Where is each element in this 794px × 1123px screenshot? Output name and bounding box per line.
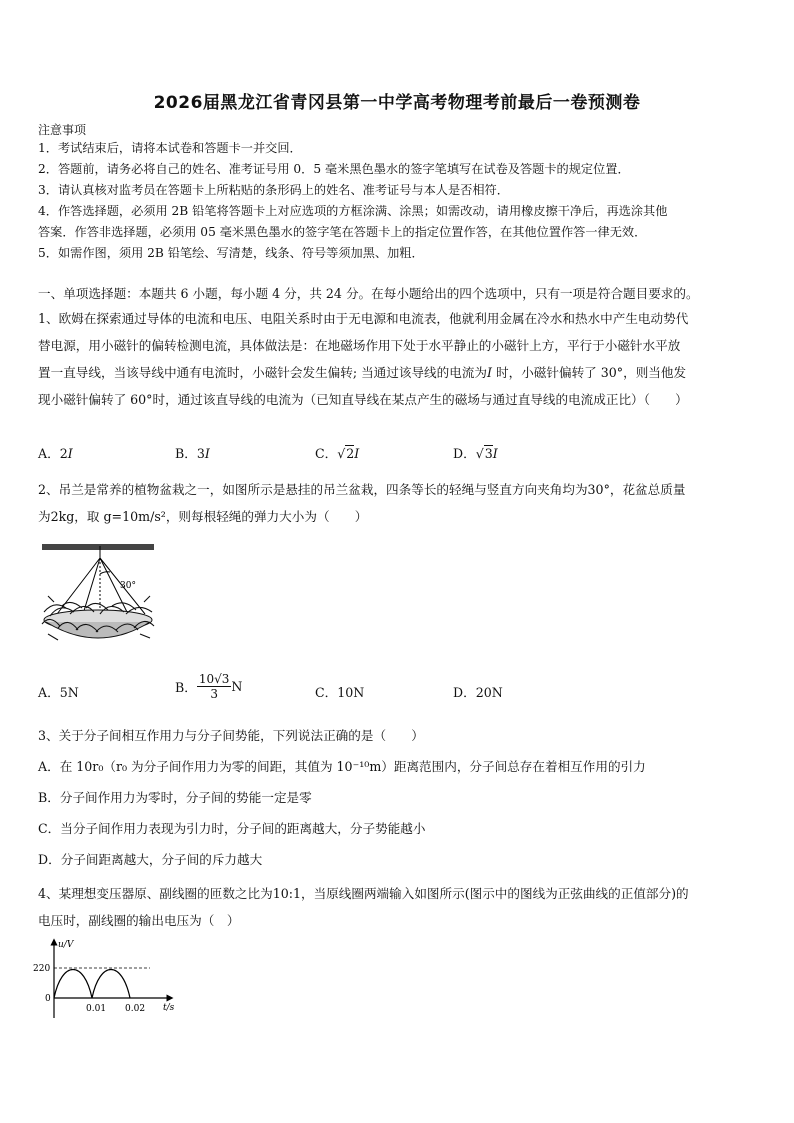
q1-option-d[interactable]: D．√3I (453, 446, 498, 461)
ceiling-bar (42, 544, 154, 550)
section-heading: 一、单项选择题：本题共 6 小题，每小题 4 分，共 24 分。在每小题给出的四个选项中，只有一项是符合题目要求的。 (38, 286, 699, 301)
sine-half-2 (92, 970, 130, 999)
notice-item-1: 1．考试结束后，请将本试卷和答题卡一并交回． (38, 141, 302, 155)
q4-line-1: 4、某理想变压器原、副线圈的匝数之比为10:1，当原线圈两端输入如图所示(图示中的图线为正弦曲线的正值部分)的 (38, 886, 689, 901)
y-axis-label: u/V (58, 940, 74, 950)
voltage-graph (30, 938, 190, 1022)
notice-label: 注意事项 (38, 123, 87, 137)
q1-option-a[interactable]: A．2I (38, 446, 73, 461)
q2-option-b[interactable]: B． $\frac{10√3}{3}$ N (175, 672, 243, 701)
q2-line-2: 为2kg，取 g=10m/s²，则每根轻绳的弹力大小为（ ） (38, 509, 368, 524)
x-tick-002: 0.02 (125, 1004, 146, 1014)
q3-option-b[interactable]: B．分子间作用力为零时，分子间的势能一定是零 (38, 790, 312, 805)
page-title: 2026届黑龙江省青冈县第一中学高考物理考前最后一卷预测卷 (153, 93, 641, 113)
q3-option-a[interactable]: A．在 10r₀（r₀ 为分子间作用力为零的间距，其值为 10⁻¹⁰m）距离范围内，分子间总存在着相互作用的引力 (38, 759, 646, 774)
notice-item-3: 3．请认真核对监考员在答题卡上所粘贴的条形码上的姓名、准考证号与本人是否相符． (38, 183, 509, 197)
question-1 (38, 305, 760, 413)
q2-option-c[interactable]: C．10N (315, 685, 365, 700)
sine-half-1 (54, 970, 92, 999)
q1-line-4: 现小磁针偏转了 60°时，通过该直导线的电流为（已知直导线在某点产生的磁场与通过直导线的电流成正比）（ ） (38, 392, 688, 407)
q2-line-1: 2、吊兰是常养的植物盆栽之一，如图所示是悬挂的吊兰盆栽，四条等长的轻绳与竖直方向夹角均为30°，花盆总质量 (38, 482, 686, 497)
q1-option-c[interactable]: C．√2I (315, 446, 360, 461)
question-2 (38, 476, 760, 530)
origin-label: 0 (45, 994, 51, 1004)
q3-option-d[interactable]: D．分子间距离越大，分子间的斥力越大 (38, 852, 263, 867)
notice-item-5: 5．如需作图，须用 2B 铅笔绘、写清楚，线条、符号等须加黑、加粗． (38, 246, 424, 260)
x-tick-001: 0.01 (86, 1004, 107, 1014)
q2-option-a[interactable]: A．5N (38, 685, 79, 700)
notice-item-2: 2．答题前，请务必将自己的姓名、准考证号用 0．5 毫米黑色墨水的签字笔填写在试卷及答题卡的规定位置． (38, 162, 630, 176)
angle-label: 30° (120, 581, 136, 591)
q1-line-3: 置一直导线，当该导线中通有电流时，小磁针会发生偏转; 当通过该导线的电流为I 时，小磁针偏转了 30°，则当他发 (38, 365, 687, 380)
notice-item-4-cont: 答案．作答非选择题，必须用 05 毫米黑色墨水的签字笔在答题卡上的指定位置作答，在其他位置作答一律无效． (38, 225, 647, 239)
q3-option-c[interactable]: C．当分子间作用力表现为引力时，分子间的距离越大，分子势能越小 (38, 821, 426, 836)
question-4 (38, 880, 760, 934)
q3-stem: 3、关于分子间相互作用力与分子间势能，下列说法正确的是（ ） (38, 728, 424, 743)
q4-line-2: 电压时，副线圈的输出电压为（ ） (38, 913, 240, 928)
q1-line-2: 替电源，用小磁针的偏转检测电流，具体做法是：在地磁场作用下处于水平静止的小磁针上方，平行于小磁针水平放 (38, 338, 681, 353)
q1-line-1: 1、欧姆在探索通过导体的电流和电压、电阻关系时由于无电源和电流表，他就利用金属在冷水和热水中产生电动势代 (38, 311, 689, 326)
x-axis-label: t/s (163, 1003, 175, 1013)
hanging-plant-figure (40, 542, 156, 648)
q1-option-b[interactable]: B．3I (175, 446, 210, 461)
notice-item-4: 4．作答选择题，必须用 2B 铅笔将答题卡上对应选项的方框涂满、涂黑；如需改动，请用橡皮擦干净后，再选涂其他 (38, 204, 668, 218)
q2-option-d[interactable]: D．20N (453, 685, 503, 700)
question-3 (38, 722, 760, 873)
y-tick-220: 220 (33, 964, 51, 974)
